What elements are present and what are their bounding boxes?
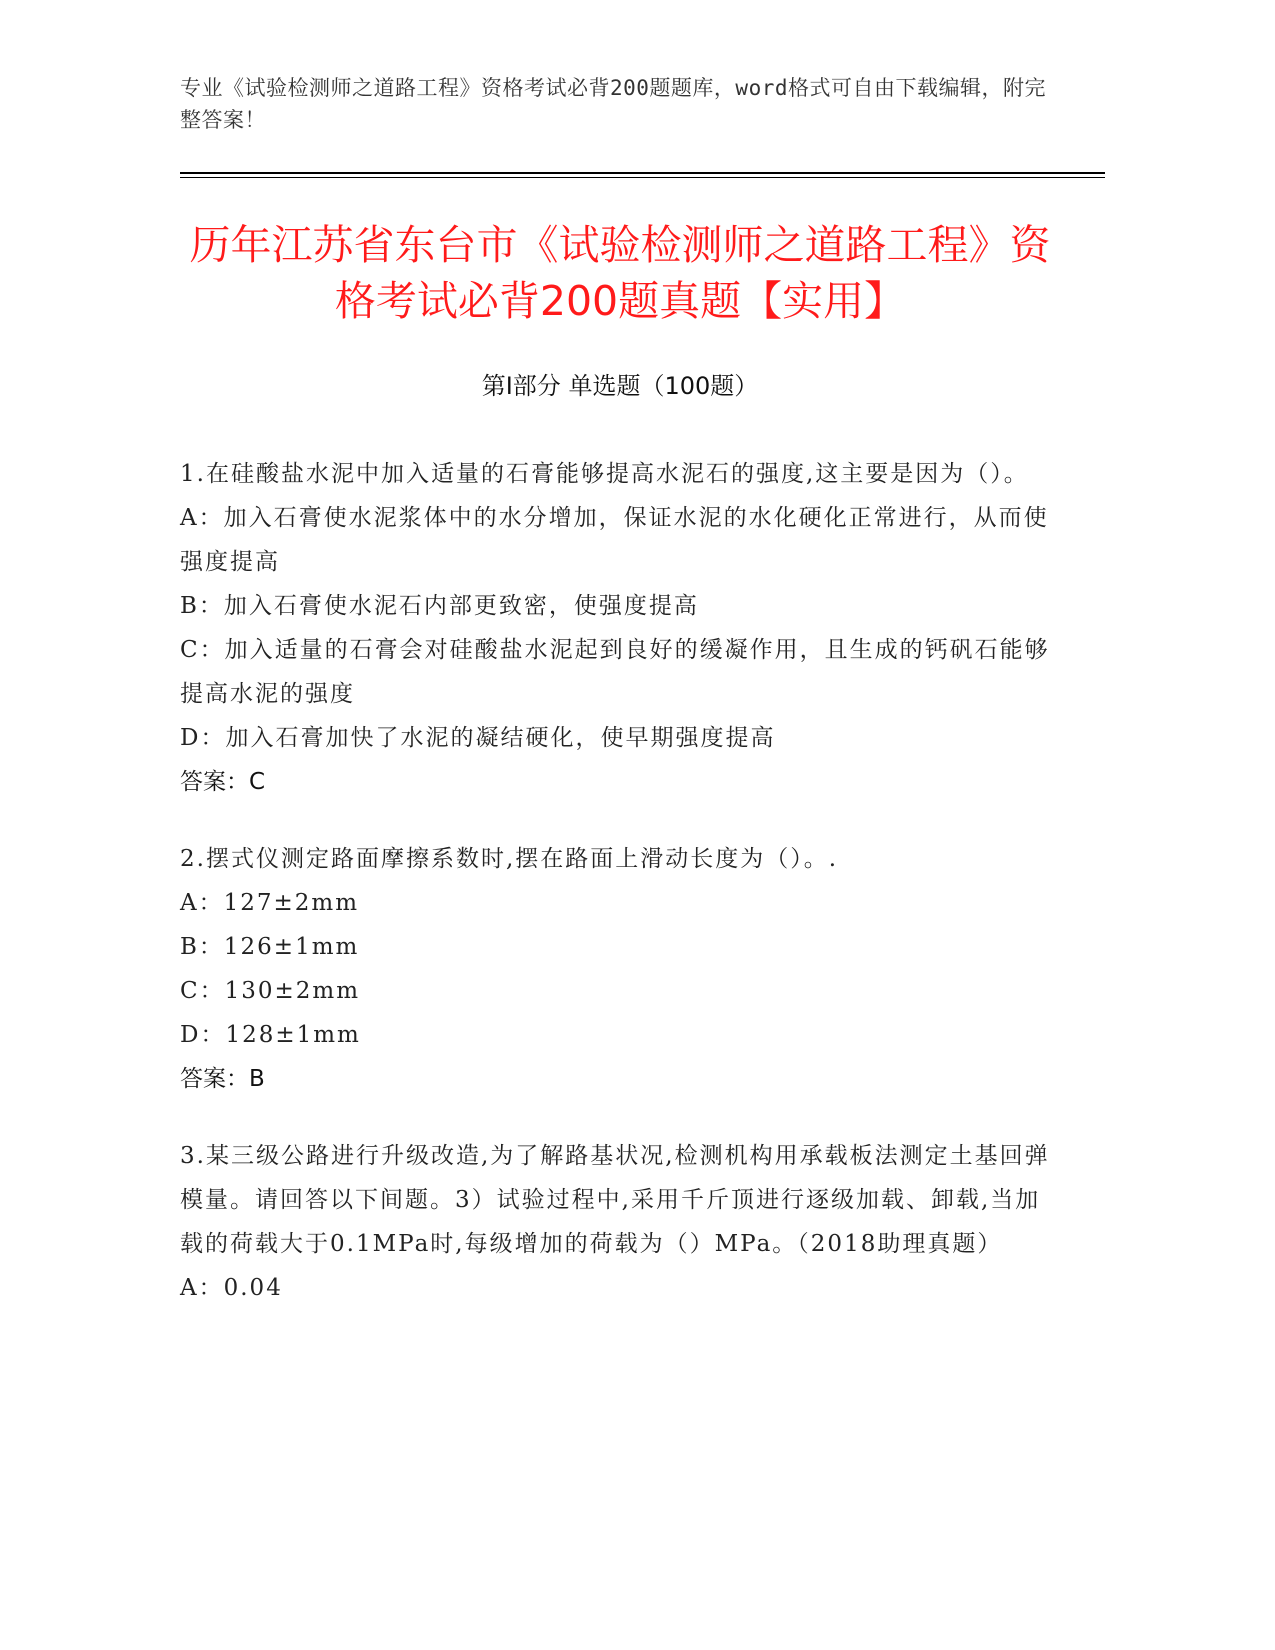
option-c: C：加入适量的石膏会对硅酸盐水泥起到良好的缓凝作用，且生成的钙矾石能够提高水泥的强度: [180, 637, 1050, 707]
document-title: 历年江苏省东台市《试验检测师之道路工程》资格考试必背200题真题【实用】: [189, 221, 1051, 325]
option-b: B：加入石膏使水泥石内部更致密，使强度提高: [180, 593, 699, 619]
answer: 答案：B: [180, 1066, 265, 1092]
section-title: 第Ⅰ部分 单选题（100题）: [481, 372, 759, 400]
option-a: A：0.04: [180, 1275, 283, 1301]
question-stem: 3.某三级公路进行升级改造,为了解路基状况,检测机构用承载板法测定土基回弹模量。请回答以下间题。3）试验过程中,采用千斤顶进行逐级加载、卸载,当加载的荷载大于0.1MPa时,每级增加的荷载为（）MPa。（2018助理真题）: [180, 1143, 1050, 1257]
question-stem: 1.在硅酸盐水泥中加入适量的石膏能够提高水泥石的强度,这主要是因为（）。: [180, 461, 1029, 487]
question-1: [180, 452, 1050, 804]
option-c: C：130±2mm: [180, 978, 361, 1004]
option-b: B：126±1mm: [180, 934, 360, 960]
question-3: [180, 1134, 1050, 1310]
option-d: D：加入石膏加快了水泥的凝结硬化，使早期强度提高: [180, 725, 776, 751]
question-list: [180, 452, 1050, 1343]
question-2: [180, 837, 1050, 1101]
option-d: D：128±1mm: [180, 1022, 361, 1048]
header-divider-thick: [180, 172, 1105, 174]
header-divider-thin: [180, 177, 1105, 178]
question-stem: 2.摆式仪测定路面摩擦系数时,摆在路面上滑动长度为（）。.: [180, 846, 839, 872]
header-note: 专业《试验检测师之道路工程》资格考试必背200题题库，word格式可自由下载编辑，附完整答案！: [180, 76, 1046, 132]
answer: 答案：C: [180, 769, 266, 795]
option-a: A：加入石膏使水泥浆体中的水分增加，保证水泥的水化硬化正常进行，从而使强度提高: [180, 505, 1049, 575]
option-a: A：127±2mm: [180, 890, 360, 916]
